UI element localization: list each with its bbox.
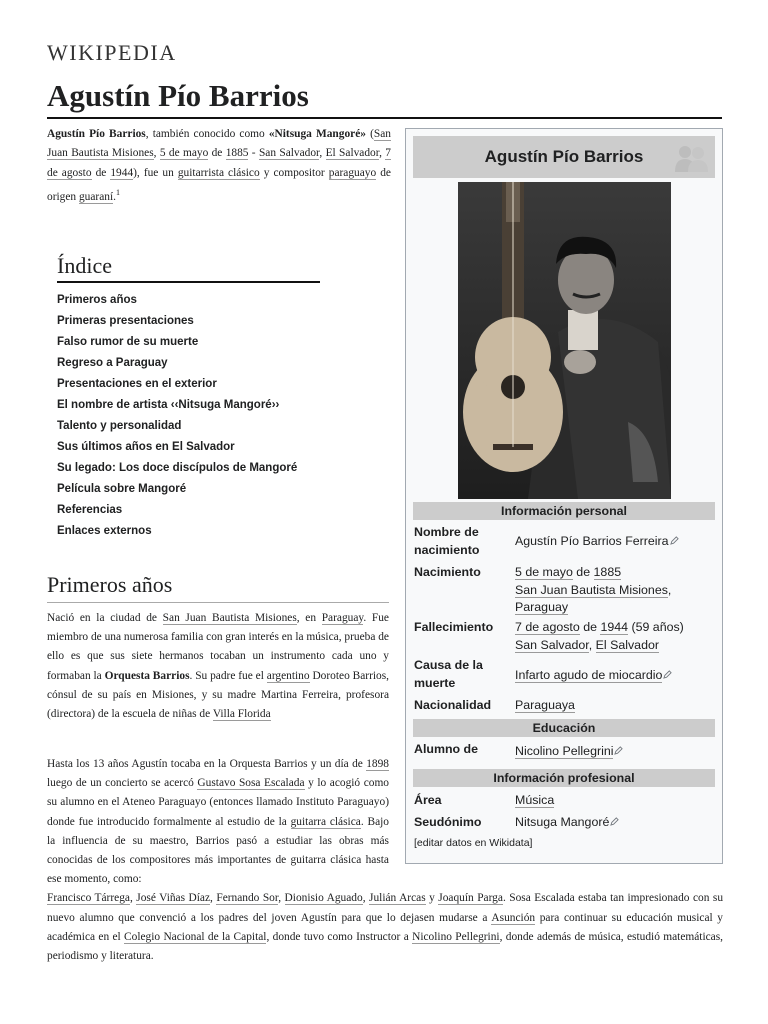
link-guitarist[interactable]: guitarrista clásico [177,166,260,179]
pencil-icon[interactable] [610,817,619,826]
label-pseudonym: Seudónimo [414,815,482,829]
link-birth-year-ib[interactable]: 1885 [593,565,622,579]
link-vinas-diaz[interactable]: José Viñas Díaz [136,892,211,905]
link-fernando-sor[interactable]: Fernando Sor [216,892,279,905]
link-dionisio-aguado[interactable]: Dionisio Aguado [284,892,363,905]
toc-item[interactable]: Falso rumor de su muerte [57,336,199,348]
value-pseudonym: Nitsuga Mangoré [515,814,715,832]
page-title: Agustín Pío Barrios [47,78,309,113]
edit-wikidata-link[interactable]: [editar datos en Wikidata] [414,837,533,849]
infobox-title: Agustín Pío Barrios [413,136,715,178]
link-argentino[interactable]: argentino [266,669,310,682]
value-nationality [515,697,715,715]
toc-heading: Índice [57,253,320,283]
pencil-icon[interactable] [614,746,623,755]
label-cause: Causa de la muerte [414,658,483,690]
value-death: 7 de agosto de 1944 (59 años) San Salvador, El Salvador [515,620,684,652]
toc-item[interactable]: Referencias [57,504,123,516]
link-teacher[interactable]: Nicolino Pellegrini [515,744,614,758]
toc-item[interactable]: Talento y personalidad [57,420,182,432]
link-area[interactable]: Música [515,793,555,807]
link-cause[interactable]: Infarto agudo de miocardio [515,668,663,682]
link-death-day[interactable]: 7 de agosto [47,147,391,179]
value-birth-name: Agustín Pío Barrios Ferreira [515,533,715,551]
wikipedia-logo[interactable]: WIKIPEDIA [47,40,177,65]
link-death-city-ib[interactable]: San Salvador [515,637,589,652]
link-paraguayan[interactable]: paraguayo [328,166,377,179]
link-joaquin-parga[interactable]: Joaquín Parga [438,892,503,905]
link-death-country-ib[interactable]: El Salvador [595,637,659,652]
pencil-icon[interactable] [663,670,672,679]
link-death-year[interactable]: 1944 [110,166,134,179]
section-personal-info: Información personal [413,502,715,520]
link-villa-florida[interactable]: Villa Florida [212,708,271,721]
toc-item[interactable]: Sus últimos años en El Salvador [57,441,235,453]
link-julian-arcas[interactable]: Julián Arcas [369,892,426,905]
link-asuncion[interactable]: Asunción [491,911,536,924]
link-death-country[interactable]: El Salvador [325,147,380,160]
toc-item[interactable]: Enlaces externos [57,525,152,537]
toc-item[interactable]: Primeros años [57,294,137,306]
link-1898[interactable]: 1898 [366,758,389,770]
link-birth-day[interactable]: 5 de mayo [159,147,209,160]
title-divider [47,117,722,119]
link-birth-city-ib[interactable]: San Juan Bautista Misiones [515,582,668,597]
intro-name: Agustín Pío Barrios [47,128,146,140]
link-birth-year[interactable]: 1885 [225,147,249,160]
label-birth: Nacimiento [414,565,481,579]
toc-item[interactable]: Su legado: Los doce discípulos de Mangoré [57,462,298,474]
toc-item[interactable]: Regreso a Paraguay [57,357,168,369]
link-death-year-ib[interactable]: 1944 [600,620,629,634]
link-nationality[interactable]: Paraguaya [515,698,575,712]
link-birth-date[interactable]: 5 de mayo [515,565,573,579]
label-area: Área [414,793,442,807]
table-of-contents [57,253,320,543]
portrait-photo[interactable] [458,182,671,499]
label-student-of: Alumno de [414,742,479,756]
link-birth-country-ib[interactable]: Paraguay [515,600,569,614]
label-birth-name: Nombre de nacimiento [414,525,480,557]
intro-paragraph: Agustín Pío Barrios, también conocido como «Nitsuga Mangoré» (San Juan Bautista Misiones, 5 de mayo de 1885 - San Salvador, El Salvador, 7 de agosto de 1944), fue un guitarrista clásico y compositor paraguayo de origen guaraní.$^1$ [47,128,391,204]
intro-nickname: «Nitsuga Mangoré» [268,128,366,140]
reference-1[interactable]: 1 [115,188,120,198]
link-paraguay[interactable]: Paraguay [321,612,364,624]
link-guitarra-clasica[interactable]: guitarra clásica [290,815,361,828]
link-tarrega[interactable]: Francisco Tárrega [47,892,130,905]
value-area [515,792,715,810]
value-birth: 5 de mayo de 1885 San Juan Bautista Misiones, Paraguay [515,565,672,614]
link-death-date[interactable]: 7 de agosto [515,620,580,634]
people-icon [673,142,709,172]
link-guarani[interactable]: guaraní [78,191,114,204]
link-birth-place[interactable]: San Juan Bautista Misiones [47,128,391,160]
section-heading-primeros-anos: Primeros años [47,572,389,603]
section-education: Educación [413,719,715,737]
link-san-juan[interactable]: San Juan Bautista Misiones [162,612,297,624]
toc-item[interactable]: El nombre de artista ‹‹Nitsuga Mangoré›› [57,399,280,411]
link-sosa-escalada[interactable]: Gustavo Sosa Escalada [197,777,305,790]
value-teacher [515,743,715,761]
paragraph-studies: Hasta los 13 años Agustín tocaba en la Orquesta Barrios y un día de 1898 luego de un concierto se acercó Gustavo Sosa Escalada y lo acogió como su alumno en el Ateneo Paraguayo (entonces llamado Instituto Paraguayo) donde fue introducido formalmente al estudio de la guitarra clásica. Bajo la influencia de su maestro, Barrios pasó a estudiar las obras más conocidas de los compositores más importantes de guitarra clásica hasta ese momento, como: Francisco Tárrega, José Viñas Díaz, Fernando Sor, Dionisio Aguado, Julián Arcas y Joaquín Parga. Sosa Escalada estaba tan impresionado con su nuevo alumno que convenció a los padres del joven Agustín para que lo dejasen mudarse a Asunción para continuar su educación musical y académica en el Colegio Nacional de la Capital, donde tuvo como Instructor a Nicolino Pellegrini, donde además de música, estudió matemáticas, periodismo y literatura. [47,758,724,963]
label-nationality: Nacionalidad [414,698,492,712]
toc-item[interactable]: Primeras presentaciones [57,315,194,327]
pencil-icon[interactable] [670,536,679,545]
link-death-city[interactable]: San Salvador [258,147,320,160]
label-death: Fallecimiento [414,620,494,634]
link-colegio-nacional[interactable]: Colegio Nacional de la Capital [124,930,267,943]
link-nicolino-pellegrini[interactable]: Nicolino Pellegrini [412,930,500,943]
infobox [405,128,723,864]
toc-item[interactable]: Presentaciones en el exterior [57,378,217,390]
toc-item[interactable]: Película sobre Mangoré [57,483,187,495]
paragraph-early-life: Nació en la ciudad de San Juan Bautista Misiones, en Paraguay. Fue miembro de una numerosa familia con gran interés en la música, prueba de ello es que sus siete hermanos tocaban un instrumento cada uno y formaban la Orquesta Barrios. Su padre fue el argentino Doroteo Barrios, cónsul de su país en Misiones, y su madre Martina Ferreira, profesora (directora) de la escuela de niñas de Villa Florida [47,612,390,721]
section-professional: Información profesional [413,769,715,787]
value-cause [515,667,715,685]
